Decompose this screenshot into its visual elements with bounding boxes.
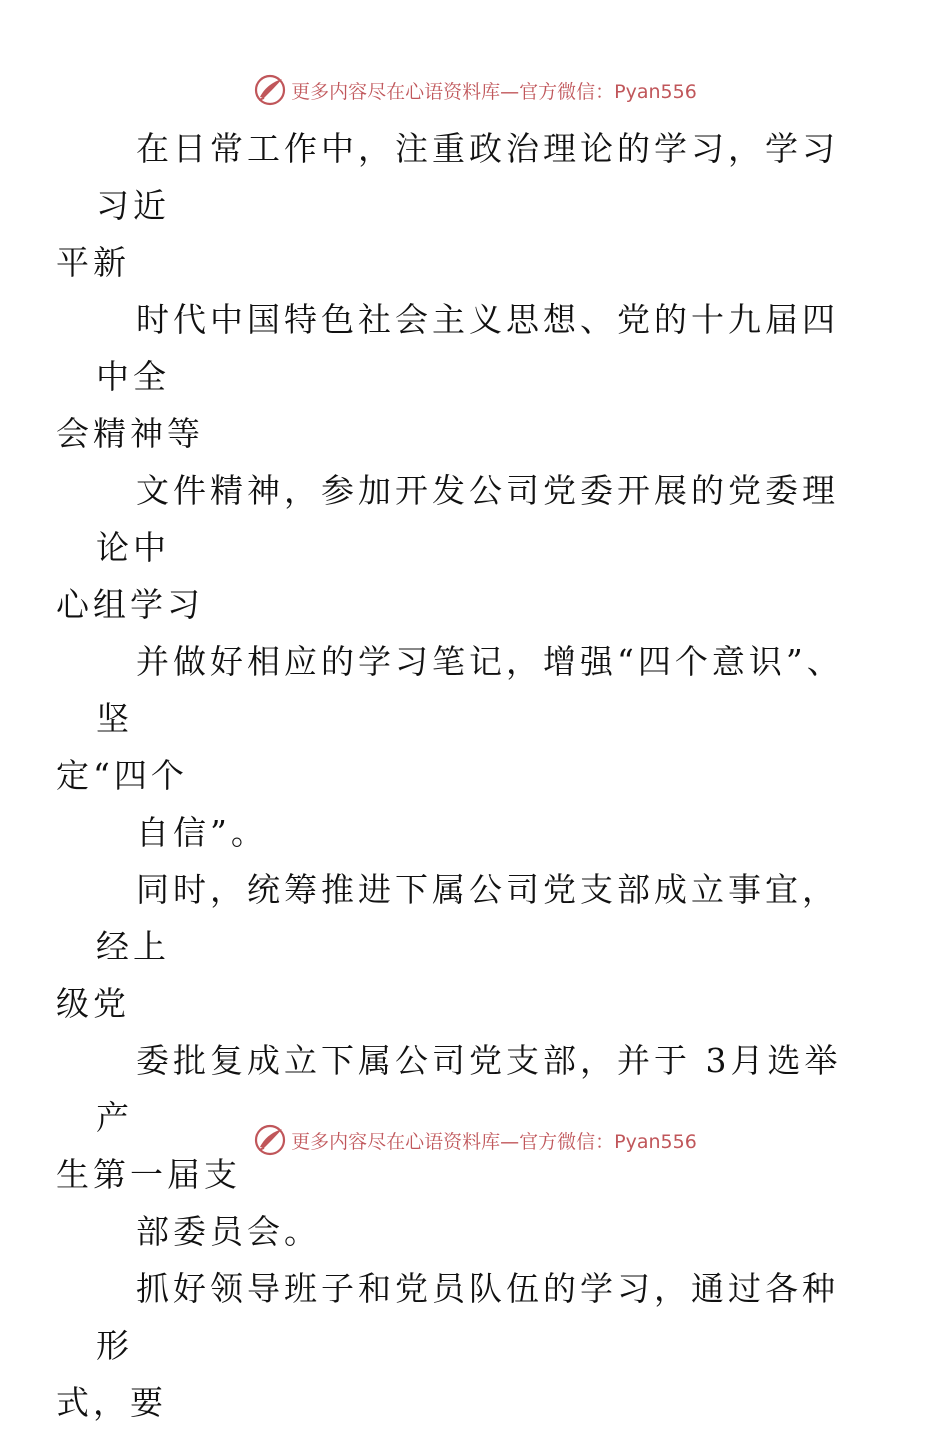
line-first: 委批复成立下属公司党支部，并于 3月选举产 bbox=[96, 1041, 842, 1137]
line-first: 时代中国特色社会主义思想、党的十九届四中全 bbox=[96, 300, 839, 396]
line-first: 在日常工作中，注重政治理论的学习，学习习近 bbox=[96, 129, 839, 225]
line-continuation: 生第一届支 bbox=[56, 1155, 241, 1194]
paragraph-line bbox=[96, 1203, 866, 1260]
header-banner-text: 更多内容尽在心语资料库—官方微信：Pyan556 bbox=[291, 80, 697, 103]
pen-logo-icon bbox=[253, 1123, 287, 1157]
footer-banner bbox=[0, 1120, 950, 1160]
line-continuation: 级党 bbox=[56, 984, 130, 1023]
paragraph-line bbox=[56, 1032, 866, 1203]
line-continuation: 定“四个 bbox=[56, 756, 188, 795]
paragraph-line bbox=[56, 120, 866, 291]
document-body bbox=[56, 120, 866, 1431]
line-first: 自信”。 bbox=[136, 813, 268, 852]
line-first: 抓好领导班子和党员队伍的学习，通过各种形 bbox=[96, 1269, 839, 1365]
paragraph-line bbox=[56, 861, 866, 1032]
line-first: 部委员会。 bbox=[136, 1212, 321, 1251]
line-first: 文件精神，参加开发公司党委开展的党委理论中 bbox=[96, 471, 839, 567]
line-continuation: 心组学习 bbox=[56, 585, 204, 624]
pen-logo-icon bbox=[253, 73, 287, 107]
header-banner bbox=[0, 70, 950, 110]
line-continuation: 会精神等 bbox=[56, 414, 204, 453]
paragraph-line bbox=[56, 633, 866, 804]
paragraph-line bbox=[56, 462, 866, 633]
paragraph-line bbox=[56, 291, 866, 462]
footer-banner-text: 更多内容尽在心语资料库—官方微信：Pyan556 bbox=[291, 1130, 697, 1153]
line-continuation: 式，要 bbox=[56, 1383, 167, 1422]
line-first: 并做好相应的学习笔记，增强“四个意识”、坚 bbox=[96, 642, 844, 738]
line-continuation: 平新 bbox=[56, 243, 130, 282]
line-first: 同时，统筹推进下属公司党支部成立事宜，经上 bbox=[96, 870, 839, 966]
paragraph-line bbox=[96, 804, 866, 861]
paragraph-line bbox=[56, 1260, 866, 1431]
